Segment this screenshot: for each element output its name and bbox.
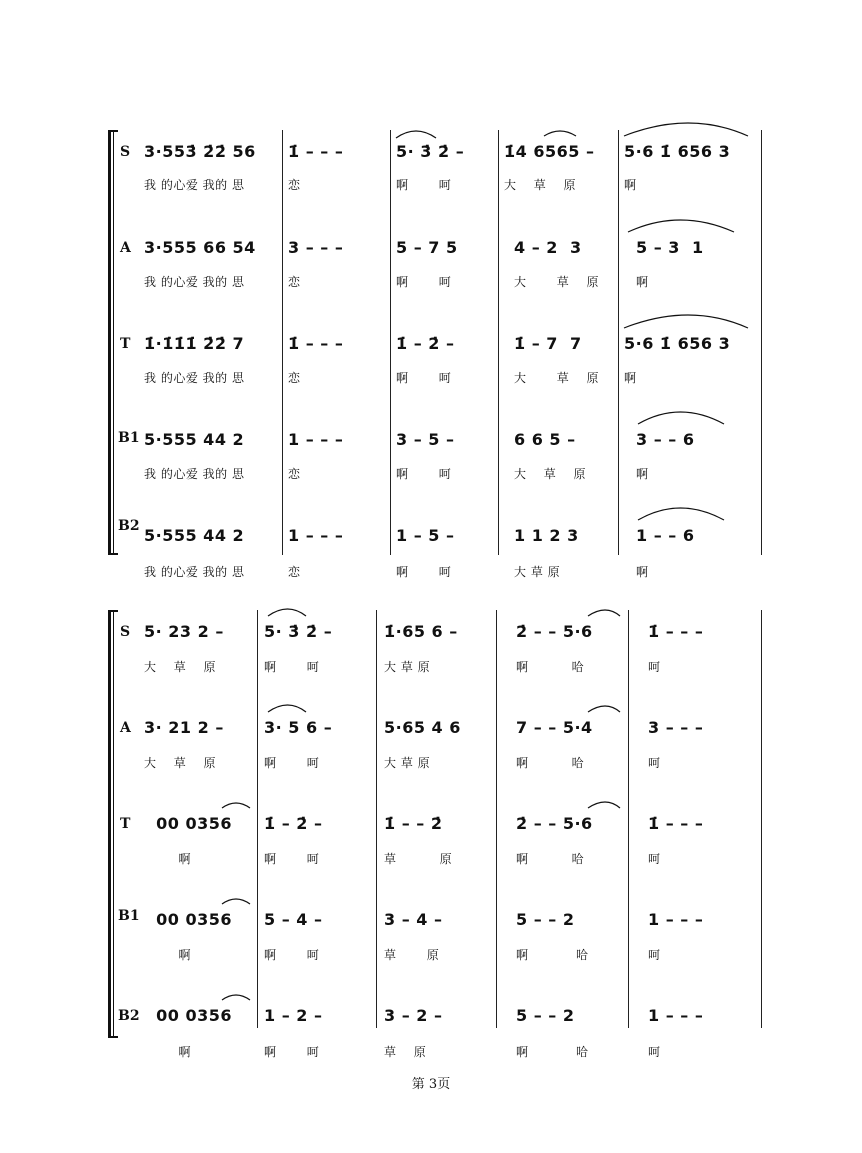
measure: 1 – 2 –	[264, 1006, 323, 1025]
lyric: 啊 哈	[516, 756, 585, 770]
measure: 1̇4 6565 –	[504, 142, 595, 161]
lyric: 啊	[636, 565, 649, 579]
measure: 5 – 3 1	[636, 238, 704, 257]
measure: 3 – – 6	[636, 430, 695, 449]
lyric: 啊 呵	[264, 756, 320, 770]
lyric: 啊 哈	[516, 660, 585, 674]
lyric: 啊	[624, 178, 637, 192]
lyric: 啊	[144, 852, 192, 866]
lyric: 啊 呵	[396, 467, 452, 481]
measure: 1̇·1̇1̇1̇ 2̇2̇ 7	[144, 334, 245, 353]
lyric: 草 原	[384, 1045, 427, 1059]
measure: 5· 3̇ 2̇ –	[264, 622, 333, 641]
voice-label: S	[120, 144, 131, 160]
measure: 1 – – –	[648, 1006, 704, 1025]
measure: 1̇·65 6 –	[384, 622, 458, 641]
voice-label: A	[120, 720, 131, 736]
lyric: 恋	[288, 565, 301, 579]
measure: 2̇ – – 5·6	[516, 814, 593, 833]
lyric: 啊 呵	[264, 660, 320, 674]
measure: 4 – 2 3	[514, 238, 582, 257]
lyric: 恋	[288, 275, 301, 289]
measure: 2̇ – – 5·6	[516, 622, 593, 641]
measure: 1 1 2 3	[514, 526, 579, 545]
voice-label: T	[120, 816, 131, 832]
measure: 5·555 44 2	[144, 430, 245, 449]
lyric: 啊 哈	[516, 852, 585, 866]
measure: 1̇ – 2̇ –	[264, 814, 323, 833]
lyric: 啊	[624, 371, 637, 385]
measure: 3· 21 2 –	[144, 718, 224, 737]
lyric: 啊 呵	[396, 178, 452, 192]
measure: 5· 23 2 –	[144, 622, 224, 641]
measure: 6 6 5 –	[514, 430, 576, 449]
measure: 00 0356	[144, 814, 233, 833]
voice-label: S	[120, 624, 131, 640]
lyric: 我 的心爱 我的 思	[144, 371, 245, 385]
lyric: 呵	[648, 756, 661, 770]
lyric: 大 草 原	[384, 660, 431, 674]
measure: 5·6 1̇ 656 3	[624, 142, 731, 161]
measure: 1 – – –	[648, 910, 704, 929]
lyric: 大 草 原	[144, 660, 217, 674]
voice-label: A	[120, 240, 131, 256]
measure: 00 0356	[144, 1006, 233, 1025]
measure: 1̇ – – –	[648, 814, 704, 833]
measure: 5 – 7 5	[396, 238, 458, 257]
lyric: 草 原	[384, 852, 453, 866]
voice-label: T	[120, 336, 131, 352]
lyric: 我 的心爱 我的 思	[144, 178, 245, 192]
measure: 1̇ – 2̇ –	[396, 334, 455, 353]
lyric: 我 的心爱 我的 思	[144, 565, 245, 579]
measure: 1̇ – – –	[288, 142, 344, 161]
measure: 3 – 2 –	[384, 1006, 443, 1025]
lyric: 我 的心爱 我的 思	[144, 275, 245, 289]
lyric: 啊 呵	[396, 275, 452, 289]
lyric: 恋	[288, 371, 301, 385]
measure: 1̇ – – –	[288, 334, 344, 353]
lyric: 呵	[648, 1045, 661, 1059]
measure: 3 – 4 –	[384, 910, 443, 929]
lyric: 大 草 原	[514, 275, 599, 289]
lyric: 我 的心爱 我的 思	[144, 467, 245, 481]
lyric: 呵	[648, 852, 661, 866]
measure: 5·6 1̇ 656 3	[624, 334, 731, 353]
measure: 1 – – –	[288, 430, 344, 449]
lyric: 啊	[144, 948, 192, 962]
lyric: 啊 哈	[516, 948, 589, 962]
voice-label: B1	[118, 430, 140, 446]
measure: 3· 5 6 –	[264, 718, 333, 737]
measure: 5 – 4 –	[264, 910, 323, 929]
measure: 7 – – 5·4	[516, 718, 593, 737]
measure: 5·65 4 6	[384, 718, 461, 737]
lyric: 啊 呵	[264, 1045, 320, 1059]
lyric: 啊 哈	[516, 1045, 589, 1059]
lyric: 啊	[636, 467, 649, 481]
measure: 5 – – 2	[516, 1006, 575, 1025]
lyric: 大 草 原	[384, 756, 431, 770]
lyric: 啊 呵	[264, 948, 320, 962]
measure: 3 – 5 –	[396, 430, 455, 449]
measure: 3·553̇ 2̇2̇ 56	[144, 142, 256, 161]
lyric: 大 草 原	[504, 178, 577, 192]
measure: 1̇ – – –	[648, 622, 704, 641]
measure: 3·555 66 54	[144, 238, 256, 257]
measure: 1̇ – – 2̇	[384, 814, 443, 833]
lyric: 大 草 原	[514, 467, 587, 481]
lyric: 啊 呵	[396, 565, 452, 579]
lyric: 啊 呵	[264, 852, 320, 866]
measure: 5 – – 2	[516, 910, 575, 929]
lyric: 恋	[288, 178, 301, 192]
measure: 1 – – 6	[636, 526, 695, 545]
page-number: 第 3页	[411, 1077, 451, 1092]
measure: 1̇ – 7 7	[514, 334, 582, 353]
lyric: 呵	[648, 660, 661, 674]
measure: 3 – – –	[648, 718, 704, 737]
voice-label: B1	[118, 908, 140, 924]
measure: 1 – 5 –	[396, 526, 455, 545]
lyric: 恋	[288, 467, 301, 481]
lyric: 大 草 原	[514, 371, 599, 385]
measure: 5·555 44 2	[144, 526, 245, 545]
measure: 00 0356	[144, 910, 233, 929]
measure: 1 – – –	[288, 526, 344, 545]
lyric: 啊 呵	[396, 371, 452, 385]
voice-label: B2	[118, 1008, 140, 1024]
lyric: 草 原	[384, 948, 440, 962]
lyric: 啊	[636, 275, 649, 289]
lyric: 啊	[144, 1045, 192, 1059]
lyric: 大 草 原	[144, 756, 217, 770]
measure: 3 – – –	[288, 238, 344, 257]
voice-label: B2	[118, 518, 140, 534]
lyric: 呵	[648, 948, 661, 962]
measure: 5· 3̇ 2̇ –	[396, 142, 465, 161]
lyric: 大 草 原	[514, 565, 561, 579]
